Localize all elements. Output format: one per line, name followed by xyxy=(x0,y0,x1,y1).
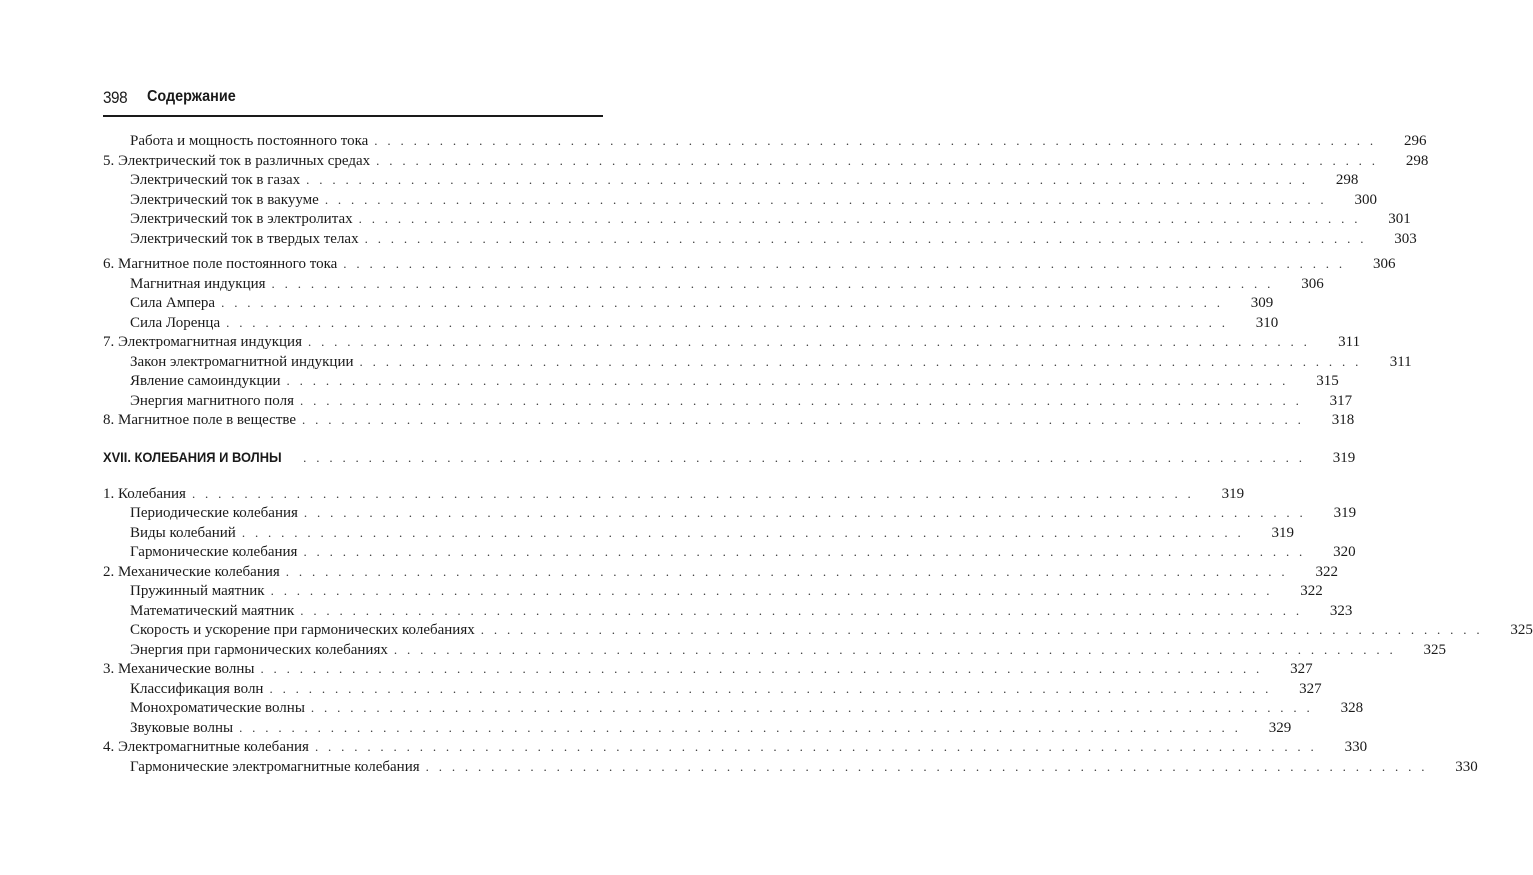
toc-entry xyxy=(103,274,1324,294)
dot-leader: . . . . . . . . . . . . . . . . . . . . . . . . . . . . . . . . . . . . . . . . . . . . . . . . . . . . . . . . . . . . . . . . . . . . . . . . . . . . . xyxy=(303,505,1307,520)
toc-entry-page: 327 xyxy=(1299,680,1322,697)
dot-leader: . . . . . . . . . . . . . . . . . . . . . . . . . . . . . . . . . . . . . . . . . . . . . . . . . . . . . . . . . . . . . . . . . . . . . . . . . . . . . xyxy=(480,622,1483,637)
toc-entry-title: Монохроматические волны xyxy=(130,700,305,716)
toc-entry xyxy=(103,332,1361,352)
toc-entry-page: 319 xyxy=(1333,505,1357,521)
toc-entry xyxy=(103,737,1368,757)
toc-entry-page: 298 xyxy=(1405,152,1429,169)
dot-leader: . . . . . . . . . . . . . . . . . . . . . . . . . . . . . . . . . . . . . . . . . . . . . . . . . . . . . . . . . . . . . . . . . . . . . . . . . . . . . xyxy=(374,133,1377,148)
toc-entry-title: 8. Магнитное поле в веществе xyxy=(103,412,297,428)
toc-entry-page: 306 xyxy=(1372,256,1396,272)
dot-leader: . . . . . . . . . . . . . . . . . . . . . . . . . . . . . . . . . . . . . . . . . . . . . . . . . . . . . . . . . . . . . . . . . . . . . . . . . . . . . xyxy=(314,739,1318,754)
toc-entry-page: 306 xyxy=(1301,275,1324,292)
dot-leader: . . . . . . . . . . . . . . . . . . . . . . . . . . . . . . . . . . . . . . . . . . . . . . . . . . . . . . . . . . . . . . . . . . . . . . . . . . . . . xyxy=(260,661,1263,676)
toc-entry xyxy=(103,757,1478,777)
toc-entry-page: 320 xyxy=(1333,544,1356,560)
toc-entry-page: 300 xyxy=(1354,191,1377,208)
dot-leader: . . . . . . . . . . . . . . . . . . . . . . . . . . . . . . . . . . . . . . . . . . . . . . . . . . . . . . . . . . . . . . . . . . . . . . . . . . . . . xyxy=(310,700,1314,715)
page-header xyxy=(103,88,603,114)
toc-entry-title: Электрический ток в электролитах xyxy=(130,211,353,227)
dot-leader: . . . . . . . . . . . . . . . . . . . . . . . . . . . . . . . . . . . . . . . . . . . . . . . . . . . . . . . . . . . . . . . . . . . . . . . . . . . . . xyxy=(364,230,1367,246)
toc-entry-page: 329 xyxy=(1268,719,1292,736)
toc-entry xyxy=(103,484,1245,504)
dot-leader: . . . . . . . . . . . . . . . . . . . . . . . . . . . . . . . . . . . . . . . . . . . . . . . . . . . . . . . . . . . . . . . . . . . . . . . . . . . . . xyxy=(303,544,1306,559)
toc-entry-title: Энергия магнитного поля xyxy=(130,392,294,409)
toc-entry-page: 322 xyxy=(1315,563,1338,580)
toc-entry-title: Сила Ампера xyxy=(130,295,216,311)
toc-chapter-title: XVII. КОЛЕБАНИЯ И ВОЛНЫ xyxy=(103,448,282,465)
toc-entry xyxy=(103,523,1294,543)
toc-entry-page: 311 xyxy=(1338,334,1361,350)
dot-leader: . . . . . . . . . . . . . . . . . . . . . . . . . . . . . . . . . . . . . . . . . . . . . . . . . . . . . . . . . . . . . . . . . . . . . . . . . . . . . xyxy=(241,524,1244,540)
toc-entry-page: 325 xyxy=(1510,622,1533,638)
toc-entry-title: Закон электромагнитной индукции xyxy=(130,353,354,370)
toc-entry xyxy=(103,151,1429,171)
toc-entry-page: 328 xyxy=(1340,700,1364,716)
toc-entry-title: 3. Механические волны xyxy=(103,661,255,677)
toc-entry-title: Энергия при гармонических колебаниях xyxy=(130,641,388,658)
toc-entry-title: Виды колебаний xyxy=(130,524,236,541)
dot-leader: . . . . . . . . . . . . . . . . . . . . . . . . . . . . . . . . . . . . . . . . . . . . . . . . . . . . . . . . . . . . . . . . . . . . . . . . . . . . . xyxy=(358,211,1361,226)
toc-entry-title: Магнитная индукция xyxy=(130,275,266,292)
toc-entry xyxy=(103,698,1364,718)
toc-entry xyxy=(103,391,1353,411)
toc-entry xyxy=(103,718,1292,738)
dot-leader: . . . . . . . . . . . . . . . . . . . . . . . . . . . . . . . . . . . . . . . . . . . . . . . . . . . . . . . . . . . . . . . . . . . . . . . . . . . . . xyxy=(191,485,1195,501)
toc-entry-title: 7. Электромагнитная индукция xyxy=(103,334,302,350)
toc-entry-title: Электрический ток в газах xyxy=(130,172,301,188)
dot-leader: . . . . . . . . . . . . . . . . . . . . . . . . . . . . . . . . . . . . . . . . . . . . . . . . . . . . . . . . . . . . . . . . . . . . . . . . . . . . . xyxy=(303,449,1306,465)
toc-entry xyxy=(103,581,1323,601)
toc-entry-page: 309 xyxy=(1250,295,1274,311)
table-of-contents xyxy=(103,131,1533,776)
toc-entry xyxy=(103,371,1339,391)
dot-leader: . . . . . . . . . . . . . . . . . . . . . . . . . . . . . . . . . . . . . . . . . . . . . . . . . . . . . . . . . . . . . . . . . . . . . . . . . . . . . xyxy=(226,314,1229,330)
toc-entry-page: 327 xyxy=(1290,661,1313,677)
dot-leader: . . . . . . . . . . . . . . . . . . . . . . . . . . . . . . . . . . . . . . . . . . . . . . . . . . . . . . . . . . . . . . . . . . . . . . . . . . . . . xyxy=(425,758,1428,774)
dot-leader: . . . . . . . . . . . . . . . . . . . . . . . . . . . . . . . . . . . . . . . . . . . . . . . . . . . . . . . . . . . . . . . . . . . . . . . . . . . . . xyxy=(307,334,1311,349)
toc-entry-page: 319 xyxy=(1332,449,1356,466)
toc-entry xyxy=(103,659,1313,679)
toc-entry-title: 1. Колебания xyxy=(103,485,186,502)
dot-leader: . . . . . . . . . . . . . . . . . . . . . . . . . . . . . . . . . . . . . . . . . . . . . . . . . . . . . . . . . . . . . . . . . . . . . . . . . . . . . xyxy=(306,172,1309,187)
toc-entry xyxy=(103,503,1357,523)
toc-entry-title: 2. Механические колебания xyxy=(103,563,280,580)
toc-entry-title: Пружинный маятник xyxy=(130,583,265,599)
toc-entry-page: 325 xyxy=(1423,641,1447,658)
page-number: 398 xyxy=(103,88,128,107)
toc-entry-page: 330 xyxy=(1455,758,1478,775)
toc-entry-page: 330 xyxy=(1344,739,1368,755)
toc-entry-page: 315 xyxy=(1316,373,1339,389)
dot-leader: . . . . . . . . . . . . . . . . . . . . . . . . . . . . . . . . . . . . . . . . . . . . . . . . . . . . . . . . . . . . . . . . . . . . . . . . . . . . . xyxy=(302,412,1305,427)
dot-leader: . . . . . . . . . . . . . . . . . . . . . . . . . . . . . . . . . . . . . . . . . . . . . . . . . . . . . . . . . . . . . . . . . . . . . . . . . . . . . xyxy=(359,353,1362,369)
toc-entry-page: 298 xyxy=(1335,172,1359,188)
toc-entry-page: 311 xyxy=(1389,353,1412,370)
toc-entry xyxy=(103,170,1359,190)
toc-entry-title: Звуковые волны xyxy=(130,719,234,736)
toc-entry xyxy=(103,620,1533,640)
toc-entry-page: 319 xyxy=(1271,524,1294,541)
dot-leader: . . . . . . . . . . . . . . . . . . . . . . . . . . . . . . . . . . . . . . . . . . . . . . . . . . . . . . . . . . . . . . . . . . . . . . . . . . . . . xyxy=(270,583,1273,598)
header-rule xyxy=(103,115,603,117)
toc-entry-title: Периодические колебания xyxy=(130,505,298,521)
toc-entry-title: Сила Лоренца xyxy=(130,314,221,331)
dot-leader: . . . . . . . . . . . . . . . . . . . . . . . . . . . . . . . . . . . . . . . . . . . . . . . . . . . . . . . . . . . . . . . . . . . . . . . . . . . . . xyxy=(286,373,1289,388)
toc-entry-page: 303 xyxy=(1394,230,1417,247)
dot-leader: . . . . . . . . . . . . . . . . . . . . . . . . . . . . . . . . . . . . . . . . . . . . . . . . . . . . . . . . . . . . . . . . . . . . . . . . . . . . . xyxy=(285,563,1288,579)
dot-leader: . . . . . . . . . . . . . . . . . . . . . . . . . . . . . . . . . . . . . . . . . . . . . . . . . . . . . . . . . . . . . . . . . . . . . . . . . . . . . xyxy=(300,392,1303,408)
toc-entry-page: 319 xyxy=(1221,485,1245,502)
toc-entry-page: 322 xyxy=(1300,583,1323,599)
dot-leader: . . . . . . . . . . . . . . . . . . . . . . . . . . . . . . . . . . . . . . . . . . . . . . . . . . . . . . . . . . . . . . . . . . . . . . . . . . . . . xyxy=(239,719,1242,735)
dot-leader: . . . . . . . . . . . . . . . . . . . . . . . . . . . . . . . . . . . . . . . . . . . . . . . . . . . . . . . . . . . . . . . . . . . . . . . . . . . . . xyxy=(393,641,1397,657)
toc-entry-title: Скорость и ускорение при гармонических колебаниях xyxy=(130,622,475,638)
toc-entry-title: Электрический ток в вакууме xyxy=(130,191,319,208)
toc-entry-page: 296 xyxy=(1403,133,1427,149)
toc-entry-title: 6. Магнитное поле постоянного тока xyxy=(103,256,338,272)
toc-entry xyxy=(103,254,1396,274)
toc-entry xyxy=(103,209,1411,229)
toc-entry-title: Математический маятник xyxy=(130,602,295,619)
toc-entry-page: 323 xyxy=(1329,602,1353,619)
dot-leader: . . . . . . . . . . . . . . . . . . . . . . . . . . . . . . . . . . . . . . . . . . . . . . . . . . . . . . . . . . . . . . . . . . . . . . . . . . . . . xyxy=(376,152,1379,168)
dot-leader: . . . . . . . . . . . . . . . . . . . . . . . . . . . . . . . . . . . . . . . . . . . . . . . . . . . . . . . . . . . . . . . . . . . . . . . . . . . . . xyxy=(324,191,1327,207)
toc-entry xyxy=(103,562,1338,582)
dot-leader: . . . . . . . . . . . . . . . . . . . . . . . . . . . . . . . . . . . . . . . . . . . . . . . . . . . . . . . . . . . . . . . . . . . . . . . . . . . . . xyxy=(269,680,1272,696)
toc-entry-title: Классификация волн xyxy=(130,680,264,697)
toc-entry xyxy=(103,601,1353,621)
toc-entry-title: 4. Электромагнитные колебания xyxy=(103,739,309,755)
toc-entry xyxy=(103,542,1356,562)
toc-entry xyxy=(103,352,1412,372)
toc-entry-page: 317 xyxy=(1329,392,1353,409)
toc-entry-page: 301 xyxy=(1388,211,1411,227)
toc-entry-title: Электрический ток в твердых телах xyxy=(130,230,359,247)
toc-entry xyxy=(103,679,1322,699)
dot-leader: . . . . . . . . . . . . . . . . . . . . . . . . . . . . . . . . . . . . . . . . . . . . . . . . . . . . . . . . . . . . . . . . . . . . . . . . . . . . . xyxy=(300,602,1303,618)
toc-entry xyxy=(103,640,1447,660)
toc-entry xyxy=(103,410,1355,430)
toc-entry-title: Работа и мощность постоянного тока xyxy=(130,133,369,149)
running-title: Содержание xyxy=(147,88,236,105)
toc-entry-page: 318 xyxy=(1331,412,1355,428)
toc-entry xyxy=(103,229,1417,249)
toc-entry-title: Явление самоиндукции xyxy=(130,373,281,389)
toc-entry-title: Гармонические электромагнитные колебания xyxy=(130,758,420,775)
toc-entry xyxy=(103,293,1274,313)
dot-leader: . . . . . . . . . . . . . . . . . . . . . . . . . . . . . . . . . . . . . . . . . . . . . . . . . . . . . . . . . . . . . . . . . . . . . . . . . . . . . xyxy=(221,295,1224,310)
dot-leader: . . . . . . . . . . . . . . . . . . . . . . . . . . . . . . . . . . . . . . . . . . . . . . . . . . . . . . . . . . . . . . . . . . . . . . . . . . . . . xyxy=(343,256,1346,271)
toc-entry-page: 310 xyxy=(1255,314,1279,331)
dot-leader: . . . . . . . . . . . . . . . . . . . . . . . . . . . . . . . . . . . . . . . . . . . . . . . . . . . . . . . . . . . . . . . . . . . . . . . . . . . . . xyxy=(271,275,1274,291)
toc-entry xyxy=(103,190,1377,210)
toc-entry xyxy=(103,313,1279,333)
toc-entry xyxy=(103,131,1427,151)
toc-chapter-entry xyxy=(103,447,1356,467)
toc-entry-title: 5. Электрический ток в различных средах xyxy=(103,152,371,169)
toc-entry-title: Гармонические колебания xyxy=(130,544,298,560)
